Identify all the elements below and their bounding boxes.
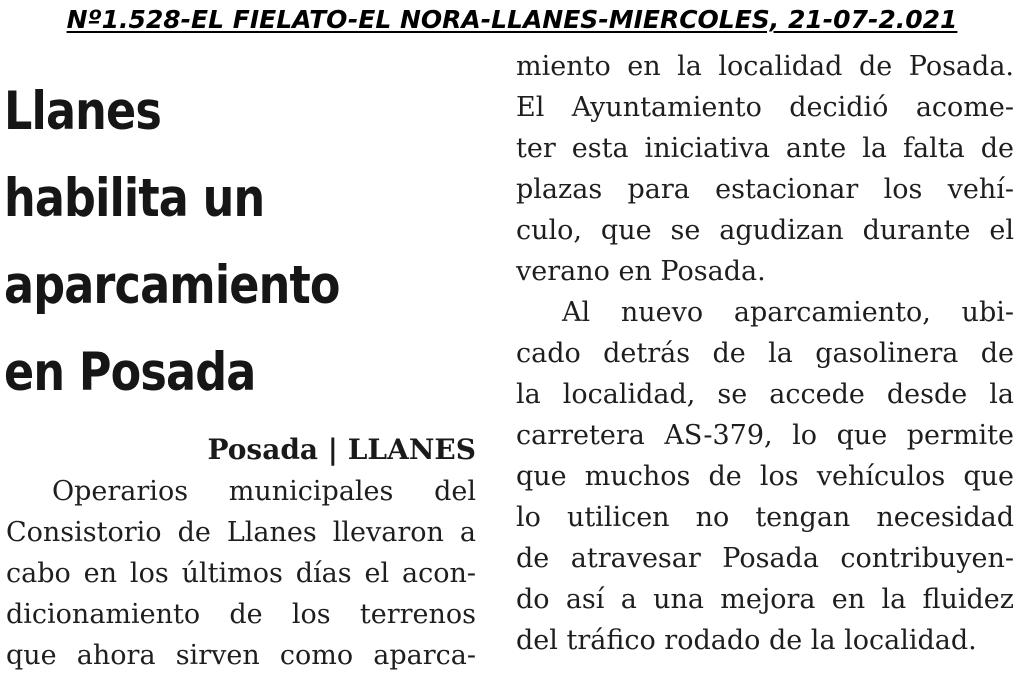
body-line: la localidad, se accede desde la [516, 379, 1014, 410]
body-line: lo utilicen no tengan necesidad [516, 502, 1014, 533]
body-line: Operarios municipales del [52, 476, 476, 507]
article-body-right-column [516, 46, 1014, 661]
body-line: ter esta iniciativa ante la falta de [516, 133, 1014, 164]
body-line: cado detrás de la gasolinera de [516, 338, 1014, 369]
body-line: cabo en los últimos días el acon- [6, 558, 476, 589]
body-line: carretera AS-379, lo que permite [516, 420, 1014, 451]
body-line: El Ayuntamiento decidió acome- [516, 92, 1014, 123]
body-line: que ahora sirven como aparca- [6, 640, 476, 671]
article-byline: Posada | LLANES [207, 433, 476, 466]
headline-line: en Posada [4, 342, 256, 403]
headline-line: Llanes [4, 81, 162, 142]
edition-header-text: Nº1.528-EL FIELATO-EL NORA-LLANES-MIERCOLES, 21-07-2.021 [66, 5, 958, 34]
body-line: culo, que se agudizan durante el [516, 215, 1014, 246]
body-line: Consistorio de Llanes llevaron a [6, 517, 476, 548]
headline-line: aparcamiento [4, 255, 340, 316]
article-headline [4, 68, 399, 416]
edition-header [0, 2, 1024, 38]
body-line: miento en la localidad de Posada. [516, 51, 1014, 82]
body-line: plazas para estacionar los vehí- [516, 174, 1014, 205]
body-line: dicionamiento de los terrenos [6, 599, 476, 630]
headline-line: habilita un [4, 168, 265, 229]
body-line: que muchos de los vehículos que [516, 461, 1014, 492]
body-line: verano en Posada. [516, 256, 766, 287]
body-line: Al nuevo aparcamiento, ubi- [562, 297, 1014, 328]
body-line: de atravesar Posada contribuyen- [516, 543, 1014, 574]
body-line: del tráfico rodado de la localidad. [516, 625, 977, 656]
article-body-left-column [6, 471, 476, 676]
body-line: do así a una mejora en la fluidez [516, 584, 1014, 615]
